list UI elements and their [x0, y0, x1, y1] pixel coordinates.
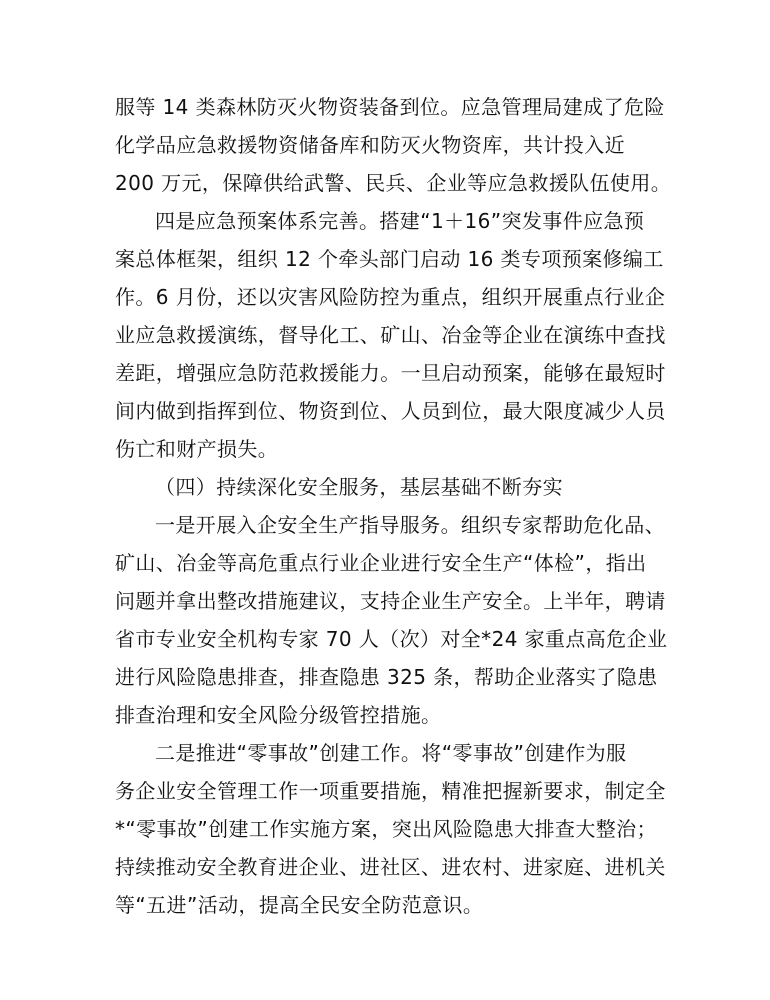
text-line: 化学品应急救援物资储备库和防灭火物资库，共计投入近	[115, 133, 625, 157]
paragraph-heading-line: 一是开展入企安全生产指导服务。组织专家帮助危化品、	[155, 513, 665, 537]
text-line: 务企业安全管理工作一项重要措施，精准把握新要求，制定全	[115, 779, 666, 803]
text-line: 省市专业安全机构专家 70 人（次）对全*24 家重点高危企业	[115, 627, 668, 651]
text-line: 持续推动安全教育进企业、进社区、进农村、进家庭、进机关	[115, 855, 666, 879]
text-line: 进行风险隐患排查，排查隐患 325 条，帮助企业落实了隐患	[115, 665, 658, 689]
text-line: 服等 14 类森林防灭火物资装备到位。应急管理局建成了危险	[115, 95, 665, 119]
text-line: 业应急救援演练，督导化工、矿山、冶金等企业在演练中查找	[115, 323, 666, 347]
text-line: 间内做到指挥到位、物资到位、人员到位，最大限度减少人员	[115, 399, 666, 423]
paragraph-heading-line: 二是推进“零事故”创建工作。将“零事故”创建作为服	[155, 741, 627, 765]
text-line: 等“五进”活动，提高全民安全防范意识。	[115, 893, 484, 917]
text-line: 作。6 月份，还以灾害风险防控为重点，组织开展重点行业企	[115, 285, 666, 309]
text-line: 问题并拿出整改措施建议，支持企业生产安全。上半年，聘请	[115, 589, 666, 613]
text-line: 矿山、冶金等高危重点行业企业进行安全生产“体检”，指出	[115, 551, 647, 575]
text-line: 排查治理和安全风险分级管控措施。	[115, 703, 442, 727]
section-heading: （四）持续深化安全服务，基层基础不断夯实	[155, 475, 563, 499]
text-line: 伤亡和财产损失。	[115, 437, 279, 461]
paragraph-heading-line: 四是应急预案体系完善。搭建“1＋16”突发事件应急预	[155, 209, 645, 233]
text-line: *“零事故”创建工作实施方案，突出风险隐患大排查大整治；	[115, 817, 657, 841]
text-line: 差距，增强应急防范救援能力。一旦启动预案，能够在最短时	[115, 361, 666, 385]
text-line: 案总体框架，组织 12 个牵头部门启动 16 类专项预案修编工	[115, 247, 664, 271]
text-line: 200 万元，保障供给武警、民兵、企业等应急救援队伍使用。	[115, 171, 672, 195]
